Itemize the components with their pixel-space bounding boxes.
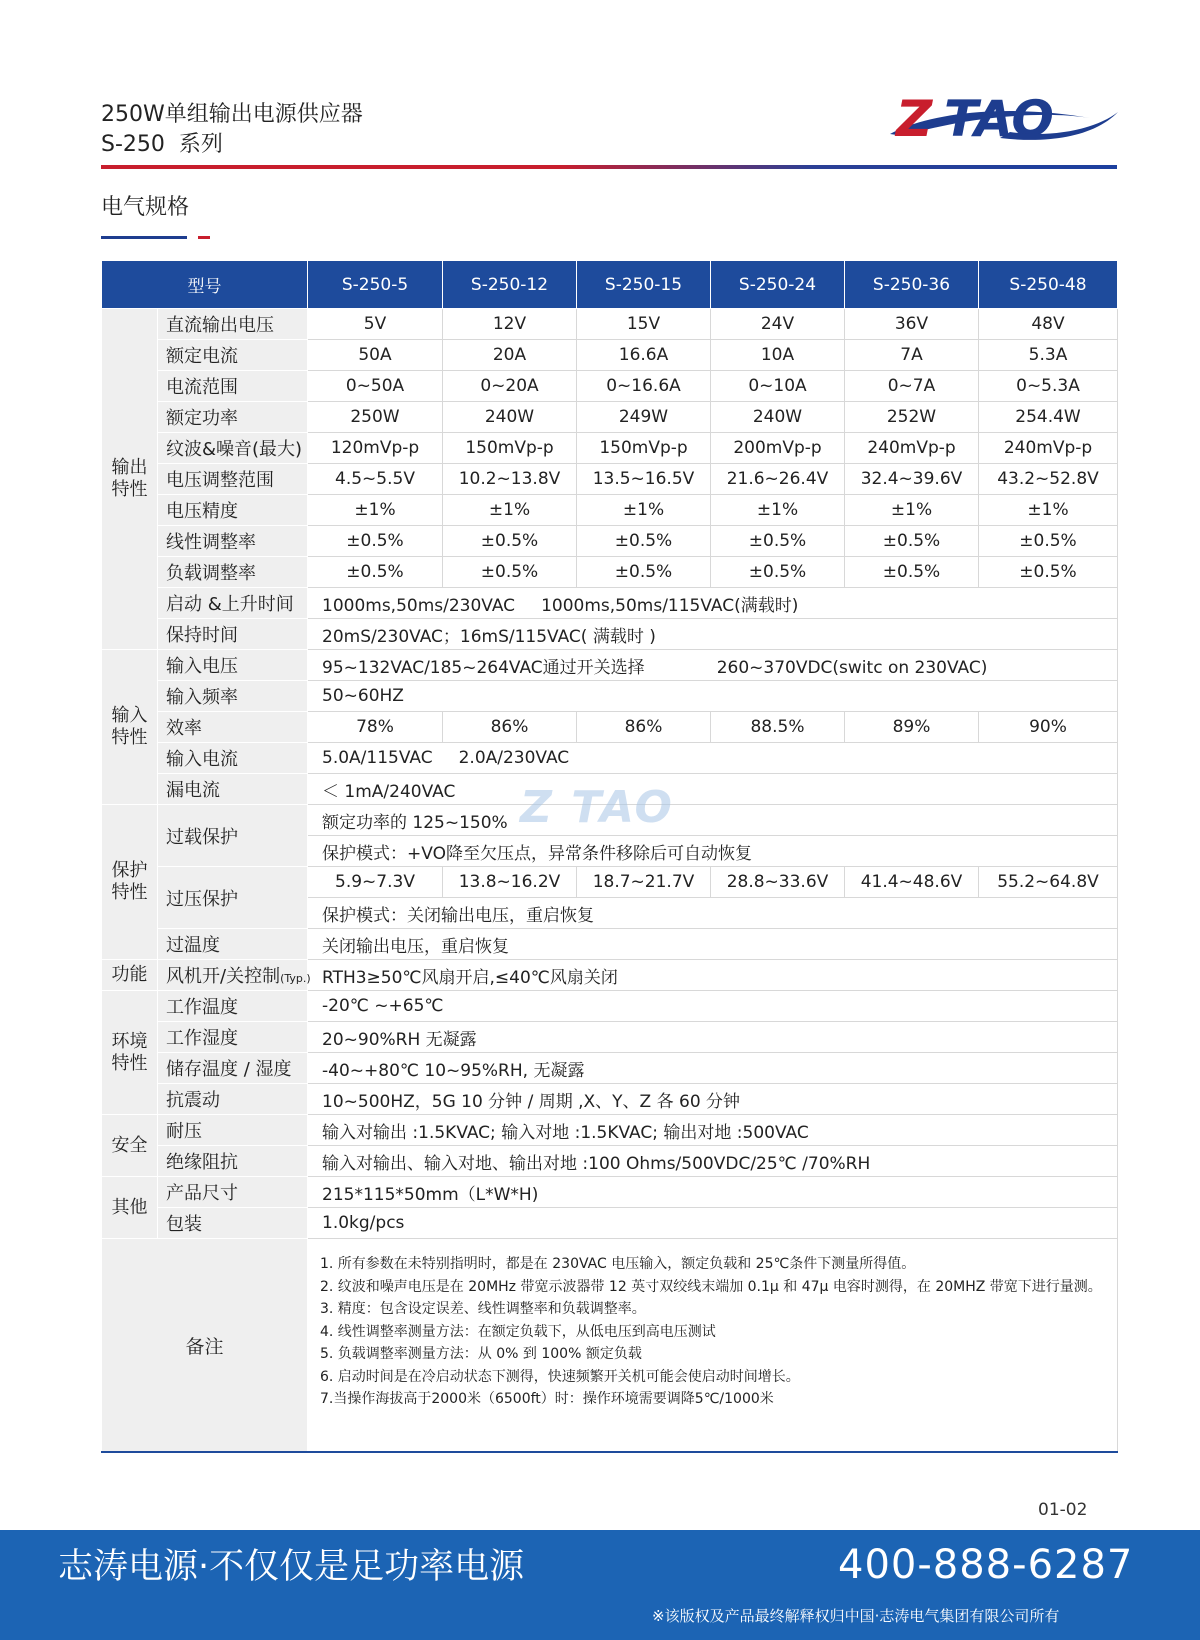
- cell: 150mVp-p: [577, 433, 711, 464]
- cell: 16.6A: [577, 340, 711, 371]
- model-col: S-250-48: [979, 261, 1118, 309]
- cell: 78%: [308, 712, 443, 743]
- footer-phone: 400-888-6287: [838, 1542, 1134, 1588]
- table-row: [102, 1022, 1118, 1053]
- table-row: [102, 1146, 1118, 1177]
- header-rule: [101, 165, 1117, 169]
- row-label: 过压保护: [158, 867, 308, 929]
- row-label: 储存温度 / 湿度: [158, 1053, 308, 1084]
- section-underline-accent: [198, 236, 210, 239]
- note-line: 6. 启动时间是在冷启动状态下测得，快速频繁开关机可能会使启动时间增长。: [320, 1368, 800, 1385]
- cell: ±0.5%: [308, 526, 443, 557]
- row-label: 纹波&噪音(最大): [158, 433, 308, 464]
- page-number: 01-02: [1038, 1500, 1088, 1520]
- cell: 0~50A: [308, 371, 443, 402]
- cell: 5.3A: [979, 340, 1118, 371]
- cell: ±1%: [308, 495, 443, 526]
- table-row: [102, 433, 1118, 464]
- row-label: 电压精度: [158, 495, 308, 526]
- table-row: [102, 929, 1118, 960]
- row-label: 漏电流: [158, 774, 308, 805]
- cell: ±0.5%: [845, 526, 979, 557]
- cell-wide: 1000ms,50ms/230VAC 1000ms,50ms/115VAC(满载时): [308, 588, 1118, 619]
- watermark-logo: Z TAO: [520, 782, 674, 833]
- svg-text:Z: Z: [896, 90, 933, 148]
- note-line: 4. 线性调整率测量方法：在额定负载下，从低电压到高电压测试: [320, 1323, 716, 1340]
- cell-wide: -40~+80℃ 10~95%RH, 无凝露: [308, 1053, 1118, 1084]
- table-row: [102, 1208, 1118, 1239]
- cell: 21.6~26.4V: [711, 464, 845, 495]
- cell-wide: 输入对输出、输入对地、输出对地 :100 Ohms/500VDC/25℃ /70%RH: [308, 1146, 1118, 1177]
- cell: ±1%: [443, 495, 577, 526]
- table-row: [102, 495, 1118, 526]
- cell: ±0.5%: [577, 557, 711, 588]
- row-label: 输入频率: [158, 681, 308, 712]
- row-label: 额定功率: [158, 402, 308, 433]
- row-label: 耐压: [158, 1115, 308, 1146]
- cell: 5.9~7.3V: [308, 867, 443, 898]
- cell: 240W: [443, 402, 577, 433]
- table-row: [102, 1053, 1118, 1084]
- group-function: 功能: [102, 960, 158, 991]
- cell: 20A: [443, 340, 577, 371]
- row-label: 工作温度: [158, 991, 308, 1022]
- cell: 28.8~33.6V: [711, 867, 845, 898]
- group-protection: 保护 特性: [102, 805, 158, 960]
- cell-wide: 输入对输出 :1.5KVAC; 输入对地 :1.5KVAC; 输出对地 :500VAC: [308, 1115, 1118, 1146]
- cell: 4.5~5.5V: [308, 464, 443, 495]
- cell-wide: 50~60HZ: [308, 681, 1118, 712]
- cell: 252W: [845, 402, 979, 433]
- cell: 10A: [711, 340, 845, 371]
- table-row: [102, 371, 1118, 402]
- row-label: 输入电压: [158, 650, 308, 681]
- notes-content: [308, 1239, 1118, 1453]
- cell: ±0.5%: [443, 557, 577, 588]
- cell: 15V: [577, 309, 711, 340]
- cell: 36V: [845, 309, 979, 340]
- cell: ±0.5%: [979, 557, 1118, 588]
- cell: 89%: [845, 712, 979, 743]
- row-label: 过载保护: [158, 805, 308, 867]
- row-label: 抗震动: [158, 1084, 308, 1115]
- group-output: 输出 特性: [102, 309, 158, 650]
- table-row: [102, 309, 1118, 340]
- row-label: 启动 &上升时间: [158, 588, 308, 619]
- note-line: 1. 所有参数在未特别指明时，都是在 230VAC 电压输入，额定负载和 25℃条件下测量所得值。: [320, 1256, 916, 1272]
- group-other: 其他: [102, 1177, 158, 1239]
- section-title: 电气规格: [101, 195, 190, 220]
- cell: 10.2~13.8V: [443, 464, 577, 495]
- table-row: [102, 1239, 1118, 1453]
- cell: ±0.5%: [711, 557, 845, 588]
- ztao-logo: [890, 90, 1120, 152]
- cell: ±0.5%: [979, 526, 1118, 557]
- notes-label: 备注: [102, 1239, 308, 1453]
- table-row: [102, 619, 1118, 650]
- row-label: 输入电流: [158, 743, 308, 774]
- cell-wide: 10~500HZ，5G 10 分钟 / 周期 ,X、Y、Z 各 60 分钟: [308, 1084, 1118, 1115]
- table-row: [102, 681, 1118, 712]
- row-label: 额定电流: [158, 340, 308, 371]
- row-label: 效率: [158, 712, 308, 743]
- cell-wide: 保护模式：关闭输出电压，重启恢复: [308, 898, 1118, 929]
- table-row: [102, 712, 1118, 743]
- cell: 120mVp-p: [308, 433, 443, 464]
- cell-wide: 1.0kg/pcs: [308, 1208, 1118, 1239]
- model-col: S-250-24: [711, 261, 845, 309]
- cell: 86%: [443, 712, 577, 743]
- note-line: 2. 纹波和噪声电压是在 20MHz 带宽示波器带 12 英寸双绞线末端加 0.1μ 和 47μ 电容时测得，在 20MHZ 带宽下进行量测。: [320, 1278, 1102, 1295]
- cell: 90%: [979, 712, 1118, 743]
- cell: 55.2~64.8V: [979, 867, 1118, 898]
- row-label: 电压调整范围: [158, 464, 308, 495]
- cell-wide: 保护模式：+VO降至欠压点，异常条件移除后可自动恢复: [308, 836, 1118, 867]
- cell: 32.4~39.6V: [845, 464, 979, 495]
- table-row: [102, 1115, 1118, 1146]
- cell: ±1%: [845, 495, 979, 526]
- row-label: 绝缘阻抗: [158, 1146, 308, 1177]
- cell-wide: 5.0A/115VAC 2.0A/230VAC: [308, 743, 1118, 774]
- table-row: [102, 402, 1118, 433]
- svg-text:TAO: TAO: [944, 90, 1054, 148]
- cell: ±1%: [711, 495, 845, 526]
- group-safety: 安全: [102, 1115, 158, 1177]
- cell: 249W: [577, 402, 711, 433]
- cell: 0~16.6A: [577, 371, 711, 402]
- section-underline: [101, 236, 187, 239]
- cell: ±1%: [577, 495, 711, 526]
- row-label: 风机开/关控制(Typ.): [158, 960, 308, 991]
- cell-wide: 215*115*50mm（L*W*H): [308, 1177, 1118, 1208]
- table-row: [102, 991, 1118, 1022]
- table-row: [102, 526, 1118, 557]
- cell: 240W: [711, 402, 845, 433]
- cell: 86%: [577, 712, 711, 743]
- cell: ±0.5%: [711, 526, 845, 557]
- row-label: 过温度: [158, 929, 308, 960]
- table-row: [102, 867, 1118, 898]
- footer-copyright: ※该版权及产品最终解释权归中国·志涛电气集团有限公司所有: [652, 1607, 1060, 1625]
- note-line: 5. 负载调整率测量方法：从 0% 到 100% 额定负载: [320, 1346, 642, 1362]
- note-line: 3. 精度：包含设定误差、线性调整率和负载调整率。: [320, 1301, 646, 1317]
- spec-table: [101, 260, 1118, 1453]
- cell: 0~20A: [443, 371, 577, 402]
- footer-slogan: 志涛电源·不仅仅是足功率电源: [58, 1547, 525, 1587]
- cell: ±0.5%: [577, 526, 711, 557]
- cell: 13.8~16.2V: [443, 867, 577, 898]
- cell-wide: 关闭输出电压，重启恢复: [308, 929, 1118, 960]
- cell: 88.5%: [711, 712, 845, 743]
- cell: 12V: [443, 309, 577, 340]
- cell: 43.2~52.8V: [979, 464, 1118, 495]
- table-row: [102, 557, 1118, 588]
- row-label: 保持时间: [158, 619, 308, 650]
- cell: 150mVp-p: [443, 433, 577, 464]
- cell: ±0.5%: [845, 557, 979, 588]
- table-row: [102, 960, 1118, 991]
- model-label: 型号: [102, 261, 308, 309]
- cell: 24V: [711, 309, 845, 340]
- model-col: S-250-15: [577, 261, 711, 309]
- table-row: [102, 1084, 1118, 1115]
- doc-title: 250W单组输出电源供应器: [101, 102, 363, 127]
- cell: 13.5~16.5V: [577, 464, 711, 495]
- cell: 250W: [308, 402, 443, 433]
- cell: 240mVp-p: [979, 433, 1118, 464]
- row-label: 线性调整率: [158, 526, 308, 557]
- cell-wide: 额定功率的 125~150%: [308, 805, 1118, 836]
- cell: 50A: [308, 340, 443, 371]
- table-header-row: [102, 261, 1118, 309]
- model-col: S-250-12: [443, 261, 577, 309]
- table-row: [102, 464, 1118, 495]
- cell: 18.7~21.7V: [577, 867, 711, 898]
- table-row: [102, 743, 1118, 774]
- cell: 0~10A: [711, 371, 845, 402]
- cell: ±0.5%: [308, 557, 443, 588]
- cell: 254.4W: [979, 402, 1118, 433]
- cell-wide: 20mS/230VAC；16mS/115VAC( 满载时 ): [308, 619, 1118, 650]
- table-row: [102, 340, 1118, 371]
- cell: 48V: [979, 309, 1118, 340]
- group-environment: 环境 特性: [102, 991, 158, 1115]
- cell: 200mVp-p: [711, 433, 845, 464]
- cell-wide: -20℃ ~+65℃: [308, 991, 1118, 1022]
- model-col: S-250-36: [845, 261, 979, 309]
- row-label: 工作湿度: [158, 1022, 308, 1053]
- cell-wide: 20~90%RH 无凝露: [308, 1022, 1118, 1053]
- doc-series: S-250 系列: [101, 132, 223, 157]
- cell: 5V: [308, 309, 443, 340]
- cell-wide: 95~132VAC/185~264VAC通过开关选择 260~370VDC(switc on 230VAC): [308, 650, 1118, 681]
- row-label: 直流输出电压: [158, 309, 308, 340]
- cell: 0~5.3A: [979, 371, 1118, 402]
- table-row: [102, 1177, 1118, 1208]
- group-input: 输入 特性: [102, 650, 158, 805]
- model-col: S-250-5: [308, 261, 443, 309]
- cell: 0~7A: [845, 371, 979, 402]
- cell: ±0.5%: [443, 526, 577, 557]
- cell-wide: ＜ 1mA/240VAC: [308, 774, 1118, 805]
- row-label: 负载调整率: [158, 557, 308, 588]
- row-label: 电流范围: [158, 371, 308, 402]
- row-label: 产品尺寸: [158, 1177, 308, 1208]
- cell: 240mVp-p: [845, 433, 979, 464]
- note-line: 7.当操作海拔高于2000米（6500ft）时：操作环境需要调降5℃/1000米: [320, 1391, 774, 1407]
- table-row: [102, 588, 1118, 619]
- row-label: 包装: [158, 1208, 308, 1239]
- table-row: [102, 650, 1118, 681]
- cell: 7A: [845, 340, 979, 371]
- cell-wide: RTH3≥50℃风扇开启,≤40℃风扇关闭: [308, 960, 1118, 991]
- cell: 41.4~48.6V: [845, 867, 979, 898]
- cell: ±1%: [979, 495, 1118, 526]
